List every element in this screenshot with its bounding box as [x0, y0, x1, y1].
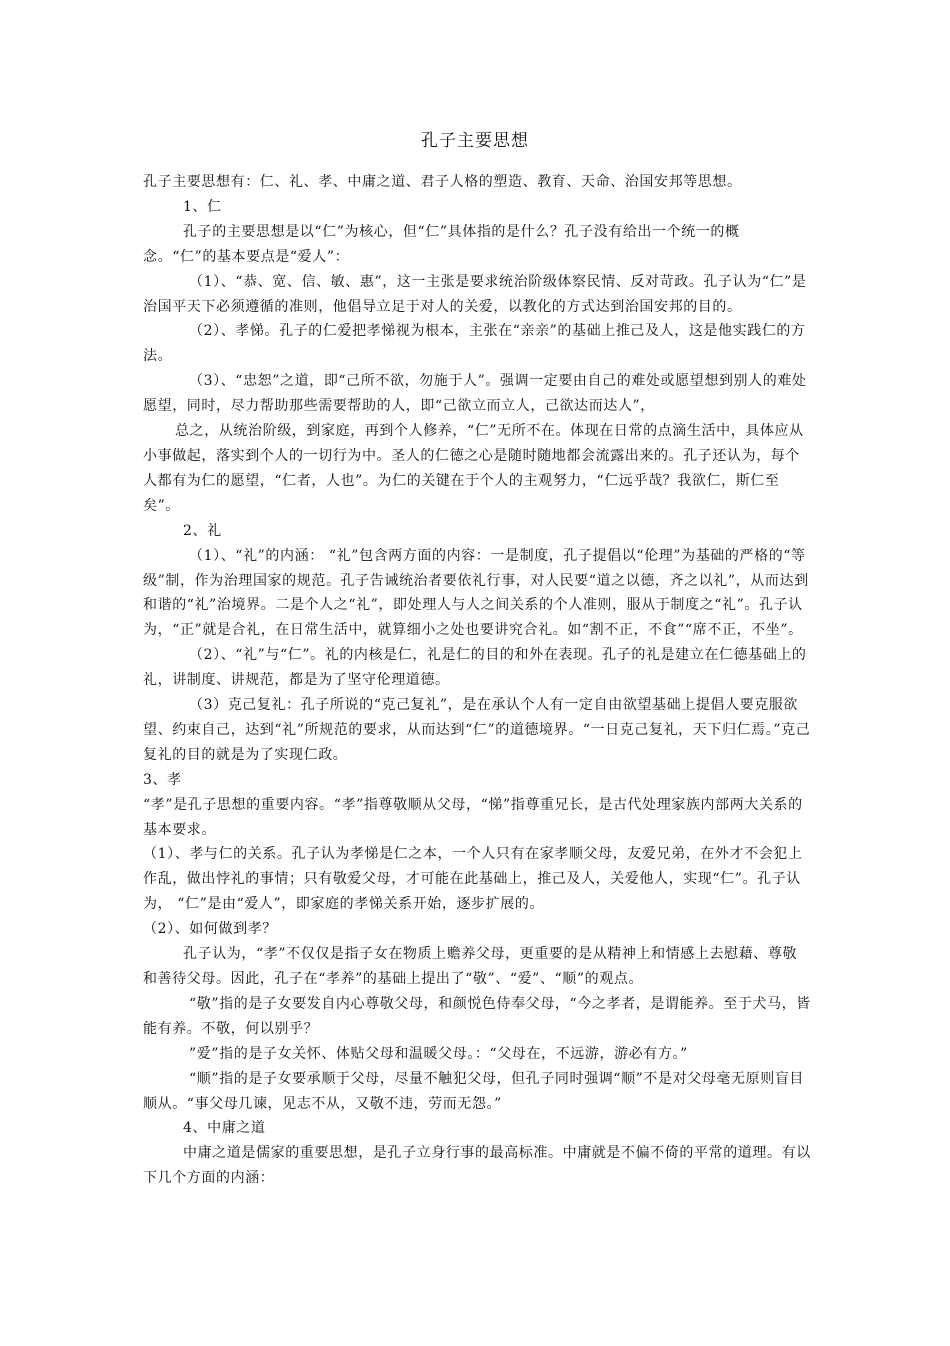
- document-title: 孔子主要思想: [421, 131, 529, 151]
- paragraph: （1）、孝与仁的关系。孔子认为孝悌是仁之本，一个人只有在家孝顺父母，友爱兄弟，在外才不会犯上作乱，做出悖礼的事情；只有敬爱父母，才可能在此基础上，推己及人，关爱他人，实现“仁”。孔子认为， “仁”是由“爱人”，即家庭的孝悌关系开始，逐步扩展的。: [143, 846, 803, 913]
- paragraph: （1）、“恭、宽、信、敏、惠”，这一主张是要求统治阶级体察民情、反对苛政。孔子认为“仁”是治国平天下必须遵循的准则，他倡导立足于对人的关爱，以教化的方式达到治国安邦的目的。: [143, 273, 807, 315]
- paragraph: （1）、“礼”的内涵： “礼”包含两方面的内容：一是制度，孔子提倡以“伦理”为基础的严格的“等级”制，作为治理国家的规范。孔子告诫统治者要依礼行事，对人民要“道之以德，齐之以礼”，从而达到和谐的“礼”治境界。二是个人之“礼”，即处理人与人之间关系的个人准则，服从于制度之“礼”。孔子认为，“正”就是合礼，在日常生活中，就算细小之处也要讲究合礼。如“割不正，不食”“席不正，不坐”。: [143, 547, 809, 639]
- section-heading-li: 2、礼: [183, 522, 222, 539]
- section-heading-zhongyong: 4、中庸之道: [183, 1120, 266, 1137]
- paragraph: “敬”指的是子女要发自内心尊敬父母，和颜悦色侍奉父母，“今之孝者，是谓能养。至于犬马，皆能有养。不敬，何以别乎？: [143, 995, 811, 1037]
- paragraph: （2）、如何做到孝？: [143, 921, 277, 938]
- paragraph: ”爱”指的是子女关怀、体贴父母和温暖父母。：“父母在，不远游，游必有方。”: [189, 1045, 688, 1062]
- paragraph: 总之，从统治阶级，到家庭，再到个人修养，“仁”无所不在。体现在日常的点滴生活中，具体应从小事做起，落实到个人的一切行为中。圣人的仁德之心是随时随地都会流露出来的。孔子还认为，每个人都有为仁的愿望，“仁者，人也”。为仁的关键在于个人的主观努力，“仁远乎哉？我欲仁，斯仁至矣”。: [143, 423, 804, 514]
- intro-paragraph: 孔子主要思想有：仁、礼、孝、中庸之道、君子人格的塑造、教育、天命、治国安邦等思想。: [143, 174, 742, 190]
- section-heading-xiao: 3、孝: [143, 771, 182, 788]
- paragraph: “顺”指的是子女要承顺于父母，尽量不触犯父母，但孔子同时强调“顺”不是对父母毫无原则盲目顺从。“事父母几谏，见志不从，又敬不违，劳而无怨。”: [143, 1070, 805, 1112]
- section-heading-ren: 1、仁: [183, 198, 222, 215]
- paragraph: 孔子的主要思想是以“仁”为核心，但“仁”具体指的是什么？孔子没有给出一个统一的概念。“仁”的基本要点是“爱人”：: [143, 223, 740, 265]
- paragraph: （3）、“忠恕”之道，即“己所不欲，勿施于人”。强调一定要由自己的难处或愿望想到别人的难处愿望，同时，尽力帮助那些需要帮助的人，即“己欲立而立人，己欲达而达人”，: [143, 373, 807, 415]
- paragraph: 中庸之道是儒家的重要思想，是孔子立身行事的最高标准。中庸就是不偏不倚的平常的道理。有以下几个方面的内涵：: [143, 1145, 811, 1187]
- paragraph: （3）克己复礼：孔子所说的“克己复礼”，是在承认个人有一定自由欲望基础上提倡人要克服欲望、约束自己，达到“礼”所规范的要求，从而达到“仁”的道德境界。“一日克己复礼，天下归仁焉。”克己复礼的目的就是为了实现仁政。: [143, 697, 811, 763]
- paragraph: （2）、“礼”与“仁”。礼的内核是仁，礼是仁的目的和外在表现。孔子的礼是建立在仁德基础上的礼，讲制度、讲规范，都是为了坚守伦理道德。: [143, 647, 807, 689]
- document-body: [143, 170, 811, 1191]
- paragraph: 孔子认为，“孝”不仅仅是指子女在物质上赡养父母，更重要的是从精神上和情感上去慰藉、尊敬和善待父母。因此，孔子在“孝养”的基础上提出了“敬”、“爱”、“顺”的观点。: [143, 946, 798, 987]
- paragraph: “孝”是孔子思想的重要内容。“孝”指尊敬顺从父母，“悌”指尊重兄长，是古代处理家族内部两大关系的基本要求。: [143, 796, 803, 838]
- paragraph: （2）、孝悌。孔子的仁爱把孝悌视为根本，主张在“亲亲”的基础上推己及人，这是他实践仁的方法。: [143, 323, 806, 365]
